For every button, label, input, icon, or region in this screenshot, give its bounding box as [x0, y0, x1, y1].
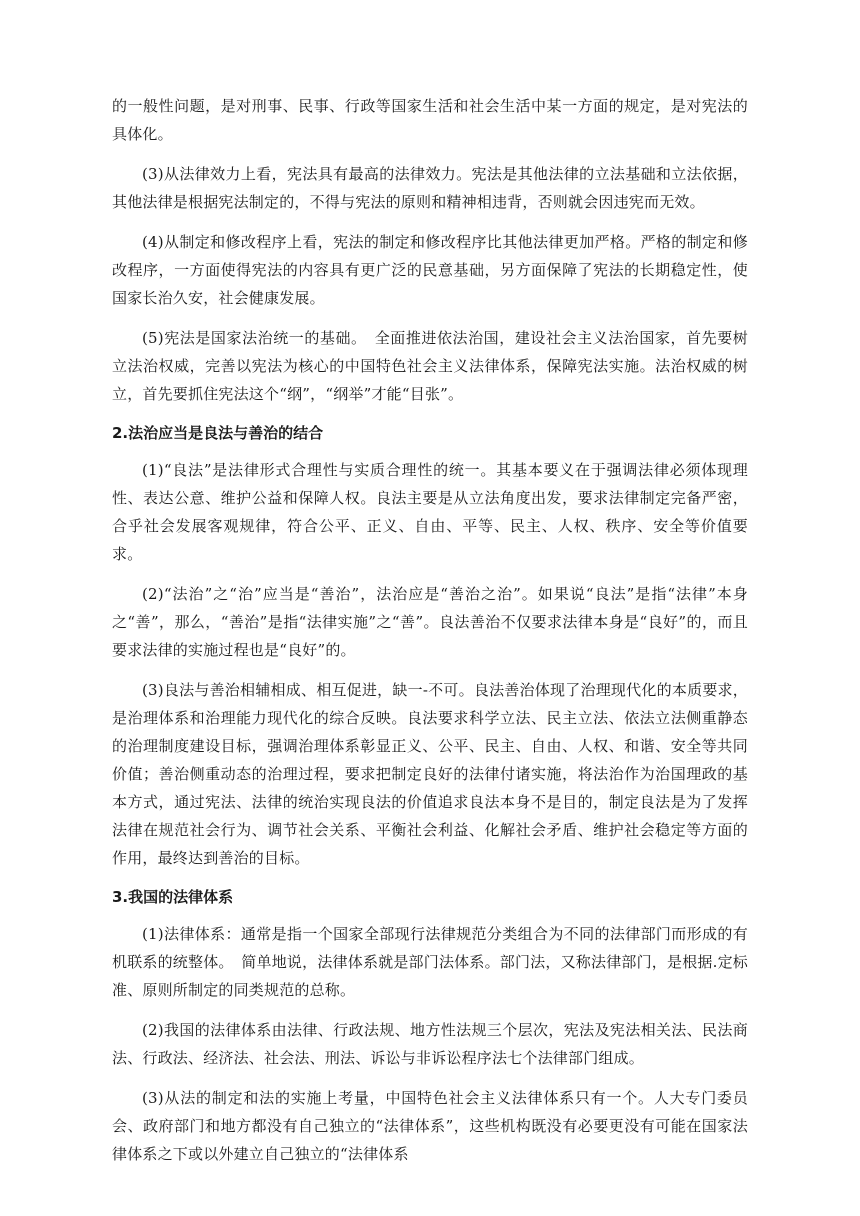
section-heading-3: 3.我国的法律体系: [112, 888, 234, 906]
section-heading-2: 2.法治应当是良法与善治的结合: [112, 424, 324, 442]
paragraph-4: (5)宪法是国家法治统一的基础。 全面推进依法治国，建设社会主义法治国家，首先要树立法治权威，完善以宪法为核心的中国特色社会主义法律体系，保障宪法实施。法治权威的树立，首先要抓住宪法这个“纲”，“纲举”才能“目张”。: [112, 329, 748, 403]
paragraph-8: (1)法律体系：通常是指一个国家全部现行法律规范分类组合为不同的法律部门而形成的有机联系的统整体。 简单地说，法律体系就是部门法体系。部门法，又称法律部门，是根据.定标准、原则所制定的同类规范的总称。: [112, 925, 748, 999]
paragraph-7: (3)良法与善治相辅相成、相互促进，缺一-不可。良法善治体现了治理现代化的本质要求，是治理体系和治理能力现代化的综合反映。良法要求科学立法、民主立法、依法立法侧重静态的治理制度建设目标，强调治理体系彰显正义、公平、民主、自由、人权、和谐、安全等共同价值；善治侧重动态的治理过程，要求把制定良好的法律付诸实施，将法治作为治国理政的基本方式，通过宪法、法律的统治实现良法的价值追求良法本身不是目的，制定良法是为了发挥法律在规范社会行为、调节社会关系、平衡社会利益、化解社会矛盾、维护社会稳定等方面的作用，最终达到善治的目标。: [112, 681, 748, 867]
paragraph-2: (3)从法律效力上看，宪法具有最高的法律效力。宪法是其他法律的立法基础和立法依据，其他法律是根据宪法制定的，不得与宪法的原则和精神相违背，否则就会因违宪而无效。: [112, 165, 748, 211]
paragraph-5: (1)“良法”是法律形式合理性与实质合理性的统一。其基本要义在于强调法律必须体现理性、表达公意、维护公益和保障人权。良法主要是从立法角度出发，要求法律制定完备严密，合乎社会发展客观规律，符合公平、正义、自由、平等、民主、人权、秩序、安全等价值要求。: [112, 461, 748, 563]
paragraph-1: 的一般性问题，是对刑事、民事、行政等国家生活和社会生活中某一方面的规定，是对宪法的具体化。: [112, 97, 748, 143]
paragraph-10: (3)从法的制定和法的实施上考量，中国特色社会主义法律体系只有一个。人大专门委员会、政府部门和地方都没有自己独立的“法律体系”，这些机构既没有必要更没有可能在国家法律体系之下或以外建立自己独立的“法律体系: [112, 1089, 748, 1163]
paragraph-3: (4)从制定和修改程序上看，宪法的制定和修改程序比其他法律更加严格。严格的制定和修改程序，一方面使得宪法的内容具有更广泛的民意基础，另方面保障了宪法的长期稳定性，使国家长治久安，社会健康发展。: [112, 233, 748, 307]
paragraph-9: (2)我国的法律体系由法律、行政法规、地方性法规三个层次，宪法及宪法相关法、民法商法、行政法、经济法、社会法、刑法、诉讼与非诉讼程序法七个法律部门组成。: [112, 1021, 748, 1067]
paragraph-6: (2)“法治”之“治”应当是“善治”，法治应是“善治之治”。如果说“良法”是指“法律”本身之“善”，那么，“善治”是指“法律实施”之“善”。良法善治不仅要求法律本身是“良好”的，而且要求法律的实施过程也是“良好”的。: [112, 585, 748, 659]
